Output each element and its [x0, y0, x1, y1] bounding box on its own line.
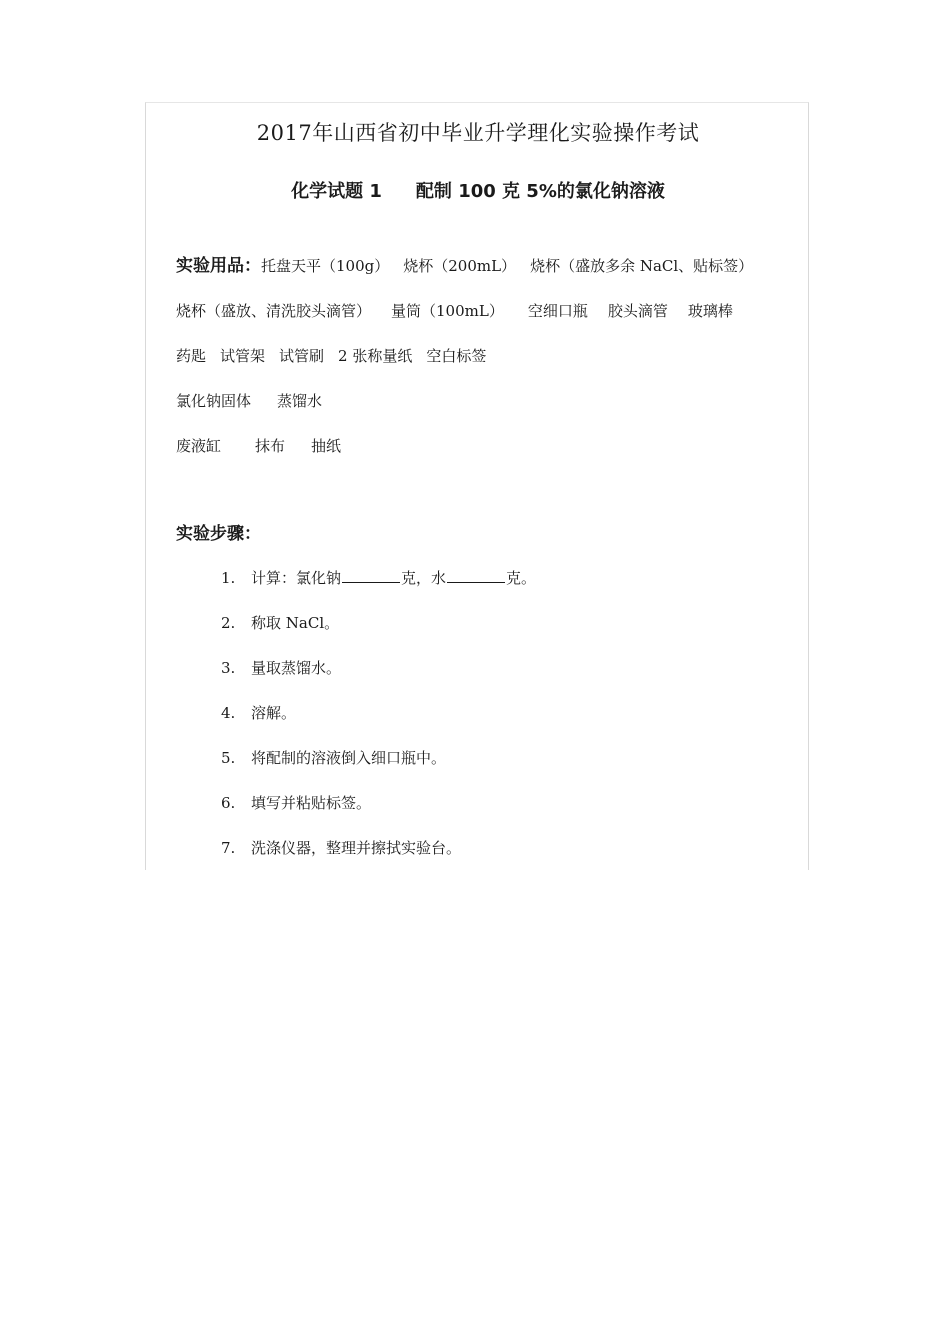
- material-item: 试管刷: [279, 347, 325, 365]
- material-item: 烧杯（盛放多余 NaCl、贴标签）: [530, 257, 754, 275]
- step-text: 洗涤仪器，整理并擦拭实验台。: [251, 839, 462, 857]
- material-item: 药匙: [176, 347, 207, 365]
- materials-line-1: [176, 255, 753, 277]
- step-item: [221, 747, 536, 792]
- step-number: 4.: [221, 704, 236, 722]
- materials-label: 实验用品：: [176, 256, 261, 276]
- step-number: 1.: [221, 569, 236, 587]
- material-item: 抹布: [255, 437, 286, 455]
- step-item: [221, 702, 536, 747]
- steps-list: [221, 567, 536, 882]
- exam-subtitle: [146, 180, 810, 204]
- answer-blank-nacl[interactable]: [342, 568, 400, 583]
- step-number: 7.: [221, 839, 236, 857]
- step-text: 量取蒸馏水。: [251, 659, 342, 677]
- material-item: 氯化钠固体: [176, 392, 252, 410]
- step-item: [221, 792, 536, 837]
- step-text: 称取 NaCl。: [251, 614, 340, 632]
- materials-line-2: [176, 300, 733, 322]
- step-item: [221, 657, 536, 702]
- material-item: 烧杯（200mL）: [403, 257, 517, 275]
- step-text: 计算：氯化钠: [251, 569, 342, 587]
- step-text: 将配制的溶液倒入细口瓶中。: [251, 749, 447, 767]
- materials-line-5: [176, 435, 341, 457]
- step-item: [221, 837, 536, 882]
- question-number: 化学试题 1: [291, 181, 382, 202]
- material-item: 烧杯（盛放、清洗胶头滴管）: [176, 302, 372, 320]
- step-number: 3.: [221, 659, 236, 677]
- material-item: 胶头滴管: [607, 302, 668, 320]
- material-item: 2 张称量纸: [338, 347, 413, 365]
- material-item: 托盘天平（100g）: [261, 257, 390, 275]
- material-item: 量筒（100mL）: [391, 302, 504, 320]
- materials-line-4: [176, 390, 322, 412]
- step-text: 克。: [506, 569, 537, 587]
- step-number: 6.: [221, 794, 236, 812]
- step-text: 克，水: [401, 569, 447, 587]
- steps-label: 实验步骤：: [176, 524, 261, 544]
- question-topic: 配制 100 克 5%的氯化钠溶液: [415, 181, 665, 202]
- step-text: 填写并粘贴标签。: [251, 794, 372, 812]
- material-item: 空细口瓶: [527, 302, 588, 320]
- answer-blank-water[interactable]: [447, 568, 505, 583]
- exam-title: 2017年山西省初中毕业升学理化实验操作考试: [256, 121, 700, 145]
- step-item: [221, 567, 536, 612]
- material-item: 试管架: [220, 347, 266, 365]
- step-number: 2.: [221, 614, 236, 632]
- materials-line-3: [176, 345, 486, 367]
- material-item: 空白标签: [426, 347, 487, 365]
- material-item: 废液缸: [176, 437, 222, 455]
- steps-heading: [176, 523, 261, 545]
- material-item: 抽纸: [311, 437, 342, 455]
- step-item: [221, 612, 536, 657]
- exam-sheet: [145, 102, 809, 870]
- material-item: 玻璃棒: [687, 302, 733, 320]
- step-text: 溶解。: [251, 704, 297, 722]
- step-number: 5.: [221, 749, 236, 767]
- material-item: 蒸馏水: [277, 392, 323, 410]
